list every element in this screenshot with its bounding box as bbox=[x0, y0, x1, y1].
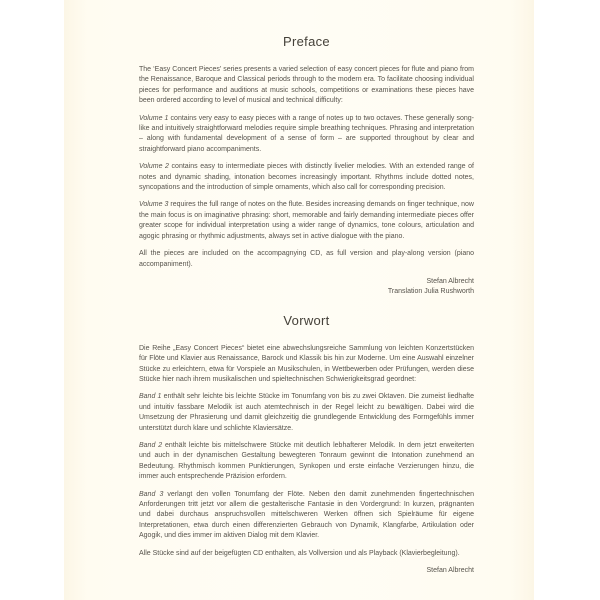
signature-author: Stefan Albrecht bbox=[426, 277, 474, 285]
paragraph-text: requires the full range of notes on the flute. Besides increasing demands on finger technique, now the main focus is on imaginative phrasing: short, memorable and fairly demanding intermediate pieces offer greater scope for individual interpretation using a wider range of dynamics, tone colours, articulation and agogic phrasing or rhythmic adjustments, always set in active dialogue with the piano. bbox=[139, 201, 474, 240]
preface-paragraph-volume-3 bbox=[139, 200, 474, 242]
page-content bbox=[64, 0, 534, 576]
paragraph-text: enthält leichte bis mittelschwere Stücke mit deutlich lebhafterer Melodik. In dem jetzt erweiterten und auch in der dynamischen Gestaltung bewegteren Tonraum gewinnt die Intonation zunehmend an Bedeutung. Rhythmisch kommen Punktierungen, Synkopen und erste einfache Verzierungen hinzu, die immer auch entsprechende Präzision erfordern. bbox=[139, 441, 474, 481]
paragraph-text: Alle Stücke sind auf der beigefügten CD enthalten, als Vollversion und als Playback (Klavierbegleitung). bbox=[139, 549, 460, 557]
vorwort-title: Vorwort bbox=[283, 312, 330, 328]
preface-signature bbox=[139, 277, 474, 298]
vorwort-paragraph-band-3 bbox=[139, 490, 474, 542]
vorwort-paragraph-band-1 bbox=[139, 392, 474, 434]
vorwort-paragraph-band-2 bbox=[139, 441, 474, 483]
preface-title: Preface bbox=[283, 34, 330, 49]
paragraph-lead: Volume 1 bbox=[139, 114, 171, 122]
preface-paragraph-volume-2 bbox=[139, 162, 474, 193]
signature-author: Stefan Albrecht bbox=[426, 567, 474, 575]
paragraph-lead: Volume 2 bbox=[139, 163, 172, 171]
paragraph-lead: Band 2 bbox=[139, 441, 166, 449]
vorwort-paragraph-intro bbox=[139, 344, 474, 386]
signature-translator: Translation Julia Rushworth bbox=[387, 288, 474, 296]
paragraph-text: Die Reihe „Easy Concert Pieces“ bietet eine abwechslungsreiche Sammlung von leichten Konzertstücken für Flöte und Klavier aus Renaissance, Barock und Klassik bis hin zur Moderne. Um eine Auswahl einzelner Stücke zu erleichtern, etwa für Vorspiele an Musikschulen, in Wettbewerben oder Prüfungen, werden diese Stücke hier nach ihrem musikalischen und spieltechnischen Schwierigkeitsgrad geordnet: bbox=[139, 344, 474, 383]
paragraph-text: The ‘Easy Concert Pieces’ series presents a varied selection of easy concert pieces for flute and piano from the Renaissance, Baroque and Classical periods through to the modern era. To facilitate choosing individual pieces for performance and auditions at music schools, competitions or examinations these pieces have been ordered according to level of musical and technical difficulty: bbox=[139, 66, 474, 105]
paragraph-text: contains easy to intermediate pieces with distinctly livelier melodies. With an extended range of notes and dynamic shading, intonation becomes increasingly important. Rhythms include dotted notes, syncopations and the introduction of simple ornaments, which also call for corresponding precision. bbox=[139, 163, 474, 192]
paragraph-lead: Band 1 bbox=[139, 393, 164, 401]
paragraph-text: All the pieces are included on the accompagnying CD, as full version and play-along version (piano accompaniment). bbox=[139, 250, 474, 268]
preface-paragraph-volume-1 bbox=[139, 114, 474, 156]
book-page bbox=[64, 0, 534, 600]
paragraph-lead: Volume 3 bbox=[139, 201, 171, 209]
paragraph-text: contains very easy to easy pieces with a range of notes up to two octaves. These generally song-like and intuitively straightforward melodies require simple breathing techniques. Phrasing and interpretation – along with fundamental development of a sense of form – are supported throughout by clear and straightforward piano accompaniments. bbox=[139, 114, 474, 153]
vorwort-signature bbox=[139, 566, 474, 576]
vorwort-paragraph-cd-note bbox=[139, 549, 474, 559]
paragraph-lead: Band 3 bbox=[139, 490, 168, 498]
preface-paragraph-cd-note bbox=[139, 249, 474, 270]
preface-paragraph-intro bbox=[139, 65, 474, 107]
paragraph-text: verlangt den vollen Tonumfang der Flöte. Neben den damit zunehmenden fingertechnischen Anforderungen tritt jetzt vor allem die gestalterische Fantasie in den Vordergrund: In kurzen, prägnanten und dabei durchaus anspruchsvollen mittelschweren Werken öffnen sich Spielräume für eigene Interpretationen, etwa durch einen differenzierten Gebrauch von Dynamik, Klangfarbe, Artikulation oder Agogik, und dies immer im aktiven Dialog mit dem Klavier. bbox=[139, 490, 474, 540]
paragraph-text: enthält sehr leichte bis leichte Stücke im Tonumfang von bis zu zwei Oktaven. Die zumeist liedhafte und intuitiv fassbare Melodik ist auch atemtechnisch in der Regel leicht zu bewältigen. Dabei wird die Umsetzung der Phrasierung und damit gleichzeitig die grundlegende Entwicklung des Formgefühls immer unterstützt durch klare und schlichte Klaviersätze. bbox=[139, 393, 474, 432]
